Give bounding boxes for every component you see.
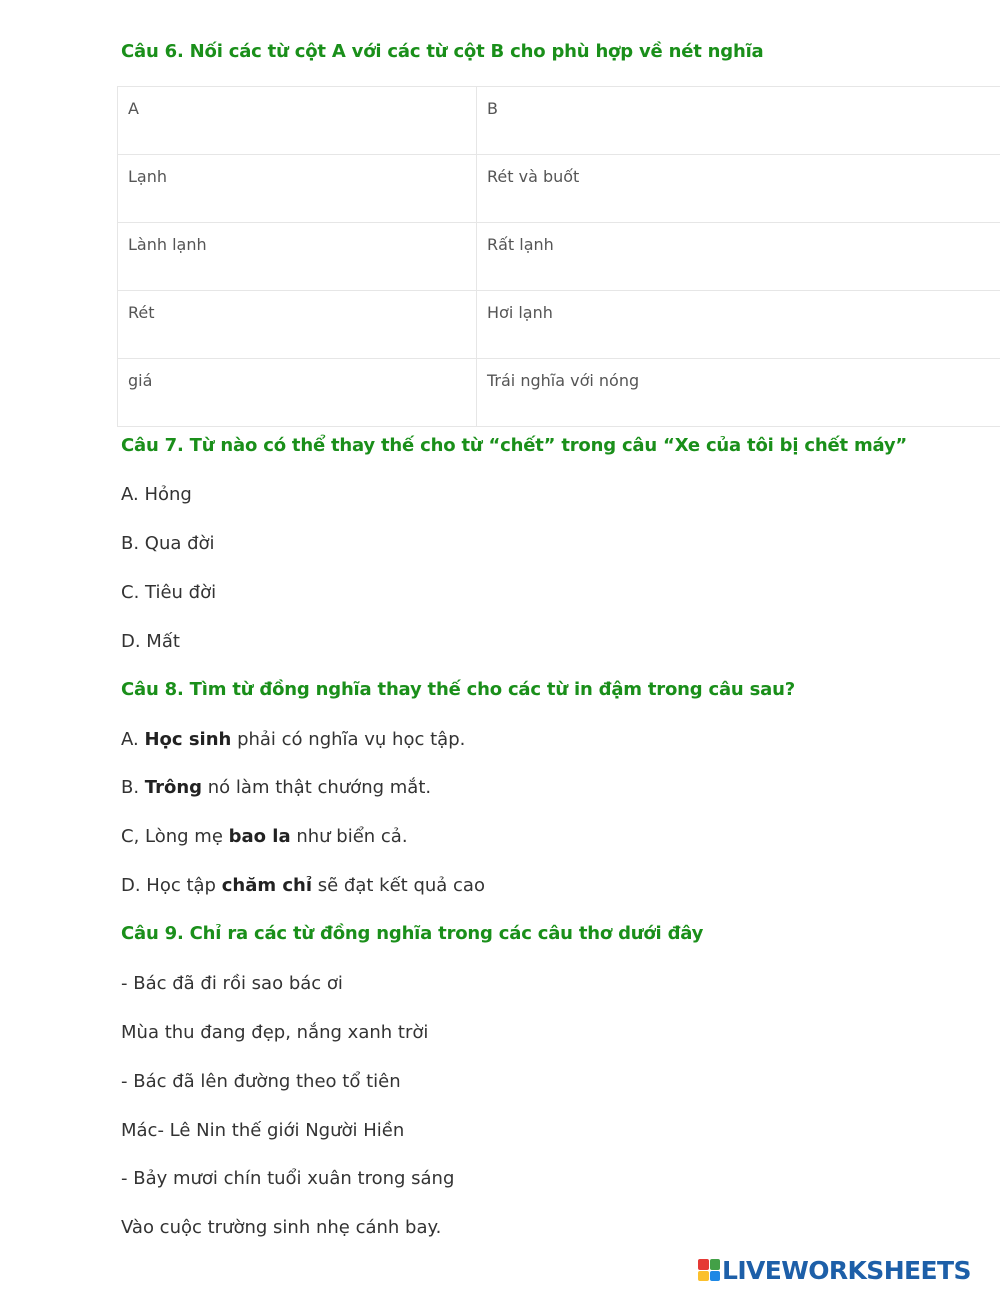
column-b-header: B bbox=[477, 87, 1000, 155]
logo-mark-tile bbox=[710, 1259, 721, 1270]
poem-line: - Bảy mươi chín tuổi xuân trong sáng bbox=[121, 1168, 455, 1189]
logo-mark-tile bbox=[698, 1271, 709, 1282]
logo-mark-tile bbox=[698, 1259, 709, 1270]
table-cell-a: giá bbox=[118, 359, 477, 427]
liveworksheets-logo-icon bbox=[698, 1259, 720, 1281]
table-cell-a: Rét bbox=[118, 291, 477, 359]
q8-item-a bbox=[121, 729, 465, 750]
q8-item-suffix: phải có nghĩa vụ học tập. bbox=[231, 729, 466, 750]
q7-option-a: A. Hỏng bbox=[121, 484, 192, 505]
table-cell-a: Lành lạnh bbox=[118, 223, 477, 291]
q8-item-c bbox=[121, 826, 408, 847]
q7-title: Câu 7. Từ nào có thể thay thế cho từ “chết” trong câu “Xe của tôi bị chết máy” bbox=[121, 435, 908, 456]
poem-line: Vào cuộc trường sinh nhẹ cánh bay. bbox=[121, 1217, 442, 1238]
q7-option-b: B. Qua đời bbox=[121, 533, 215, 554]
table-cell-b: Hơi lạnh bbox=[477, 291, 1000, 359]
q6-title: Câu 6. Nối các từ cột A với các từ cột B cho phù hợp về nét nghĩa bbox=[121, 41, 764, 62]
table-row bbox=[118, 223, 1000, 291]
q8-item-b bbox=[121, 777, 431, 798]
q7-option-c: C. Tiêu đời bbox=[121, 582, 217, 603]
q8-item-prefix: B. bbox=[121, 777, 145, 798]
table-cell-a: Lạnh bbox=[118, 155, 477, 223]
table-cell-b: Rất lạnh bbox=[477, 223, 1000, 291]
q8-item-suffix: như biển cả. bbox=[290, 826, 408, 847]
poem-line: - Bác đã đi rồi sao bác ơi bbox=[121, 973, 343, 994]
table-header-row bbox=[118, 87, 1000, 155]
matching-table bbox=[117, 86, 1000, 427]
liveworksheets-logo bbox=[698, 1254, 971, 1286]
q8-item-prefix: D. Học tập bbox=[121, 875, 222, 896]
poem-line: Mùa thu đang đẹp, nắng xanh trời bbox=[121, 1022, 429, 1043]
q8-item-d bbox=[121, 875, 485, 896]
q7-option-d: D. Mất bbox=[121, 631, 180, 652]
q8-item-bold-word: Trông bbox=[144, 777, 203, 798]
q8-item-suffix: sẽ đạt kết quả cao bbox=[312, 875, 485, 896]
q8-title: Câu 8. Tìm từ đồng nghĩa thay thế cho các từ in đậm trong câu sau? bbox=[121, 679, 795, 700]
q8-item-prefix: A. bbox=[121, 729, 145, 750]
table-cell-b: Trái nghĩa với nóng bbox=[477, 359, 1000, 427]
q8-item-suffix: nó làm thật chướng mắt. bbox=[202, 777, 432, 798]
column-a-header: A bbox=[118, 87, 477, 155]
logo-mark-tile bbox=[710, 1271, 721, 1282]
table-cell-b: Rét và buốt bbox=[477, 155, 1000, 223]
q8-item-bold-word: chăm chỉ bbox=[221, 875, 313, 896]
liveworksheets-logo-text: LIVEWORKSHEETS bbox=[722, 1255, 971, 1285]
q9-title: Câu 9. Chỉ ra các từ đồng nghĩa trong các câu thơ dưới đây bbox=[121, 923, 704, 944]
table-row bbox=[118, 291, 1000, 359]
q8-item-prefix: C, Lòng mẹ bbox=[121, 826, 229, 847]
table-row bbox=[118, 155, 1000, 223]
q8-item-bold-word: bao la bbox=[228, 826, 291, 847]
poem-line: Mác- Lê Nin thế giới Người Hiền bbox=[121, 1120, 405, 1141]
q8-item-bold-word: Học sinh bbox=[144, 729, 232, 750]
poem-line: - Bác đã lên đường theo tổ tiên bbox=[121, 1071, 401, 1092]
table-row bbox=[118, 359, 1000, 427]
